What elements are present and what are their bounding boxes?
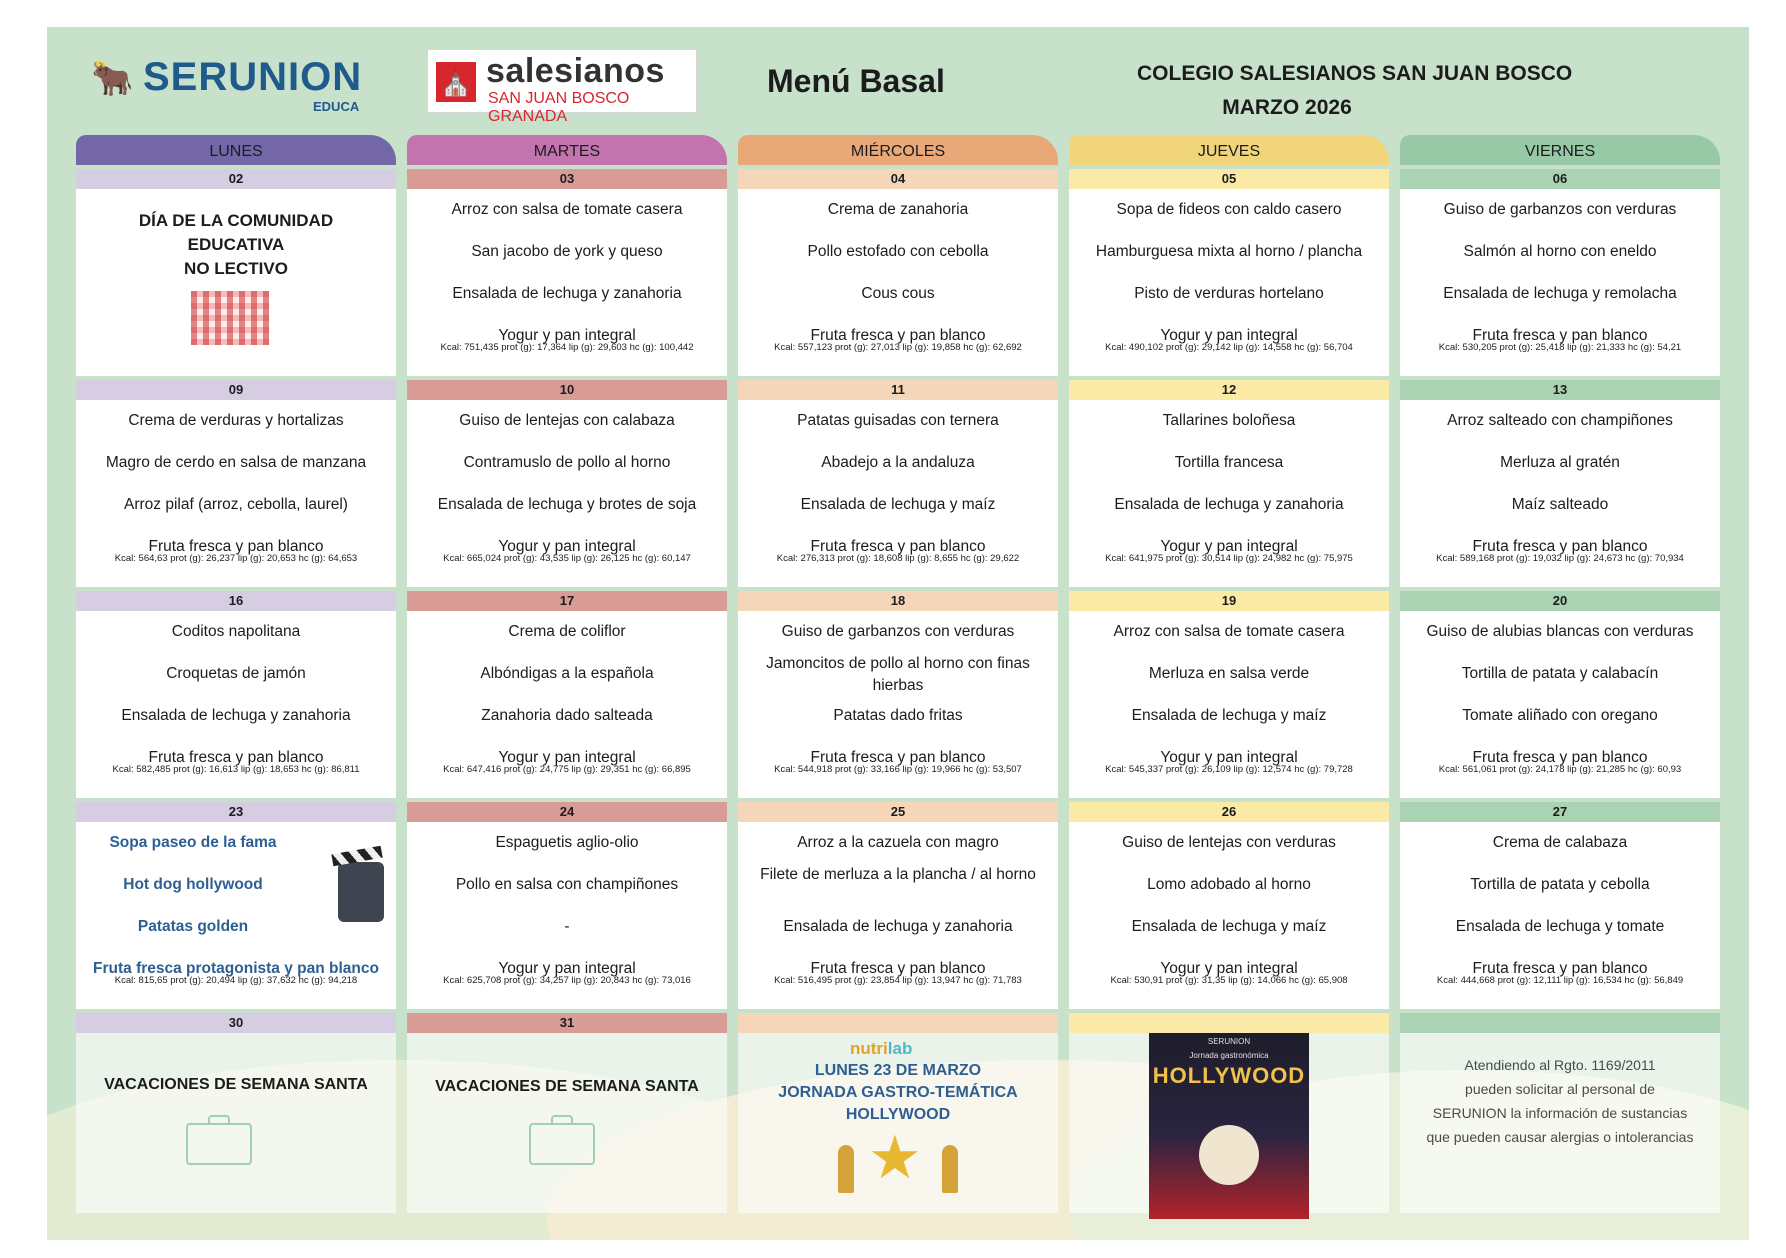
serunion-logo (91, 55, 361, 115)
nutrition-info: Kcal: 815,65 prot (g): 20,494 lip (g): 37,632 hc (g): 94,218 (114, 975, 358, 986)
dish-item: Guiso de garbanzos con verduras (781, 623, 1015, 640)
nutrition-info: Kcal: 276,313 prot (g): 18,608 lip (g): 8,655 hc (g): 29,622 (776, 553, 1020, 564)
nutrition-info: Kcal: 545,337 prot (g): 26,109 lip (g): 12,574 hc (g): 79,728 (1105, 764, 1353, 775)
menu-day-cell (407, 591, 727, 798)
dish-item: Fruta fresca protagonista y pan blanco (93, 960, 379, 977)
dish-item: Cous cous (861, 285, 935, 302)
dish-item: Fruta fresca y pan blanco (1472, 960, 1648, 977)
nutrition-info: Kcal: 530,205 prot (g): 25,418 lip (g): 21,333 hc (g): 54,21 (1438, 342, 1682, 353)
menu-day-cell (1400, 380, 1720, 587)
menu-month: MARZO 2026 (1222, 96, 1352, 119)
dish-item: Ensalada de lechuga y zanahoria (121, 707, 351, 724)
dish-list (76, 400, 396, 566)
day-number: 10 (407, 380, 727, 400)
dish-item: Yogur y pan integral (1160, 960, 1298, 977)
holiday-label: DÍA DE LA COMUNIDAD (138, 211, 334, 230)
poster-brand: SERUNION (1207, 1037, 1251, 1046)
day-number: 23 (76, 802, 396, 822)
dish-list (738, 400, 1058, 566)
allergen-note-line: pueden solicitar al personal de (1465, 1081, 1655, 1097)
menu-day-cell (407, 169, 727, 376)
bull-icon: 🐂 (91, 60, 134, 98)
day-number (738, 1013, 1058, 1033)
suitcase-icon (529, 1123, 595, 1165)
dish-item: Fruta fresca y pan blanco (148, 749, 324, 766)
dish-item: Arroz con salsa de tomate casera (451, 201, 683, 218)
dish-list (1400, 822, 1720, 988)
dish-item: Filete de merluza a la plancha / al horno (760, 866, 1036, 883)
brand-sub: EDUCA (313, 99, 360, 114)
dish-item: Ensalada de lechuga y tomate (1455, 918, 1665, 935)
nutrition-info: Kcal: 641,975 prot (g): 30,514 lip (g): 24,982 hc (g): 75,975 (1105, 553, 1353, 564)
day-number: 18 (738, 591, 1058, 611)
dish-list (76, 822, 396, 988)
dish-item: Patatas guisadas con ternera (797, 412, 999, 429)
dish-list (1400, 611, 1720, 777)
dish-item: Crema de verduras y hortalizas (128, 412, 344, 429)
day-header-martes: MARTES (407, 135, 727, 165)
day-number: 31 (407, 1013, 727, 1033)
dish-item: Tomate aliñado con oregano (1462, 707, 1658, 724)
dish-item: Ensalada de lechuga y maíz (1131, 707, 1327, 724)
dish-item: Ensalada de lechuga y zanahoria (783, 918, 1013, 935)
day-header-viernes: VIERNES (1400, 135, 1720, 165)
dish-item: Espaguetis aglio-olio (495, 834, 639, 851)
dish-item: Fruta fresca y pan blanco (810, 749, 986, 766)
allergen-note (1410, 1053, 1710, 1149)
dish-item: Ensalada de lechuga y brotes de soja (437, 496, 697, 513)
dish-item: Patatas golden (137, 918, 249, 935)
menu-day-cell (1069, 380, 1389, 587)
dish-item: Fruta fresca y pan blanco (148, 538, 324, 555)
dish-item: Ensalada de lechuga y maíz (800, 496, 996, 513)
dish-item: Guiso de lentejas con calabaza (459, 412, 675, 429)
day-number: 20 (1400, 591, 1720, 611)
tablecloth-icon (191, 291, 269, 345)
dish-list (1069, 400, 1389, 566)
nutrition-info: Kcal: 444,668 prot (g): 12,111 lip (g): 16,534 hc (g): 56,849 (1436, 975, 1684, 986)
dish-item: Hamburguesa mixta al horno / plancha (1095, 243, 1363, 260)
menu-day-cell (1400, 169, 1720, 376)
day-number: 11 (738, 380, 1058, 400)
dish-item: Pollo estofado con cebolla (807, 243, 989, 260)
dish-item: Tallarines boloñesa (1162, 412, 1296, 429)
vacation-label: VACACIONES DE SEMANA SANTA (435, 1078, 699, 1095)
oscar-trophy-icon (942, 1145, 958, 1193)
nutrition-info: Kcal: 589,168 prot (g): 19,032 lip (g): 24,673 hc (g): 70,934 (1436, 553, 1684, 564)
vacation-label: VACACIONES DE SEMANA SANTA (104, 1076, 368, 1093)
dish-item: Sopa paseo de la fama (109, 834, 277, 851)
nutrition-info: Kcal: 647,416 prot (g): 24,775 lip (g): 29,351 hc (g): 66,895 (443, 764, 691, 775)
dish-list (407, 822, 727, 988)
day-header-miércoles: MIÉRCOLES (738, 135, 1058, 165)
day-number: 12 (1069, 380, 1389, 400)
nutrition-info: Kcal: 625,708 prot (g): 34,257 lip (g): 20,843 hc (g): 73,016 (443, 975, 691, 986)
dish-item: Abadejo a la andaluza (821, 454, 975, 471)
dish-list (1400, 189, 1720, 355)
menu-day-cell (76, 380, 396, 587)
menu-day-cell (76, 802, 396, 1009)
dish-item: San jacobo de york y queso (471, 243, 663, 260)
last-row-cell (1069, 1013, 1389, 1213)
dish-item: Hot dog hollywood (123, 876, 263, 893)
dish-item: Arroz salteado con champiñones (1447, 412, 1673, 429)
nutrilab-a: nutri (850, 1039, 888, 1058)
day-number: 06 (1400, 169, 1720, 189)
clapperboard-mascot-icon (338, 862, 384, 922)
nutrition-info: Kcal: 582,485 prot (g): 16,613 lip (g): 18,653 hc (g): 86,811 (112, 764, 360, 775)
dish-list (738, 822, 1058, 988)
dish-item: Arroz a la cazuela con magro (797, 834, 999, 851)
dish-item: Yogur y pan integral (1160, 749, 1298, 766)
dish-item: Lomo adobado al horno (1147, 876, 1311, 893)
holiday-label: EDUCATIVA (187, 235, 285, 254)
dish-item: Yogur y pan integral (498, 327, 636, 344)
last-row-cell (1400, 1013, 1720, 1213)
day-number: 16 (76, 591, 396, 611)
menu-title: Menú Basal (767, 63, 945, 99)
day-number: 26 (1069, 802, 1389, 822)
dish-item: Maíz salteado (1511, 496, 1609, 513)
dish-list (407, 611, 727, 777)
dish-item: Crema de calabaza (1492, 834, 1628, 851)
last-row-cell (407, 1013, 727, 1213)
dish-item: Fruta fresca y pan blanco (810, 960, 986, 977)
nutrition-info: Kcal: 530,91 prot (g): 31,35 lip (g): 14,066 hc (g): 65,908 (1110, 975, 1348, 986)
menu-day-cell (738, 591, 1058, 798)
menu-day-cell (1069, 591, 1389, 798)
school-info (1137, 57, 1573, 125)
menu-day-cell (1069, 802, 1389, 1009)
day-number: 30 (76, 1013, 396, 1033)
nutrition-info: Kcal: 665,024 prot (g): 43,535 lip (g): 26,125 hc (g): 60,147 (443, 553, 691, 564)
school-name: COLEGIO SALESIANOS SAN JUAN BOSCO (1137, 62, 1573, 85)
dish-item: Tortilla de patata y calabacín (1461, 665, 1659, 682)
menu-day-cell (738, 169, 1058, 376)
dish-item: Ensalada de lechuga y remolacha (1443, 285, 1677, 302)
dish-list (1400, 400, 1720, 566)
dish-list (76, 611, 396, 777)
dish-item: - (564, 918, 570, 935)
dish-item: Guiso de alubias blancas con verduras (1426, 623, 1694, 640)
day-number: 25 (738, 802, 1058, 822)
menu-day-cell (738, 802, 1058, 1009)
nutrition-info: Kcal: 561,061 prot (g): 24,178 lip (g): 21,285 hc (g): 60,93 (1438, 764, 1682, 775)
dish-item: Fruta fresca y pan blanco (810, 327, 986, 344)
last-row-cell (76, 1013, 396, 1213)
menu-frame (47, 27, 1749, 1240)
menu-day-cell (1069, 169, 1389, 376)
dish-item: Fruta fresca y pan blanco (810, 538, 986, 555)
dish-item: Magro de cerdo en salsa de manzana (105, 454, 367, 471)
dish-item: Pisto de verduras hortelano (1134, 285, 1324, 302)
nutrition-info: Kcal: 564,63 prot (g): 26,237 lip (g): 20,653 hc (g): 64,653 (114, 553, 358, 564)
brand-name: SERUNION (143, 55, 363, 99)
day-number: 05 (1069, 169, 1389, 189)
salesianos-name: salesianos (486, 52, 665, 90)
poster-subtitle: Jornada gastronómica (1189, 1051, 1269, 1060)
last-row-cell (738, 1013, 1058, 1213)
dish-item: Tortilla de patata y cebolla (1470, 876, 1650, 893)
menu-day-cell (407, 802, 727, 1009)
menu-day-cell (76, 169, 396, 376)
nutrilab-logo (850, 1039, 912, 1059)
dish-item: Yogur y pan integral (1160, 327, 1298, 344)
dish-item: Fruta fresca y pan blanco (1472, 538, 1648, 555)
dish-list (1069, 189, 1389, 355)
dish-item: Zanahoria dado salteada (481, 707, 653, 724)
day-number (1069, 1013, 1389, 1033)
event-line: LUNES 23 DE MARZO (814, 1062, 982, 1079)
dish-item: Fruta fresca y pan blanco (1472, 749, 1648, 766)
dish-item: Yogur y pan integral (498, 960, 636, 977)
dish-item: Coditos napolitana (171, 623, 301, 640)
dish-item: Merluza al gratén (1500, 454, 1620, 471)
dish-item: Guiso de lentejas con verduras (1122, 834, 1336, 851)
dish-list (1069, 611, 1389, 777)
dish-item: Crema de zanahoria (827, 201, 969, 218)
day-number: 17 (407, 591, 727, 611)
day-number: 27 (1400, 802, 1720, 822)
nutrition-info: Kcal: 557,123 prot (g): 27,013 lip (g): 19,858 hc (g): 62,692 (774, 342, 1022, 353)
event-line: HOLLYWOOD (845, 1106, 951, 1123)
suitcase-icon (186, 1123, 252, 1165)
dish-item: Arroz con salsa de tomate casera (1113, 623, 1345, 640)
dish-item: Yogur y pan integral (498, 538, 636, 555)
day-number (1400, 1013, 1720, 1033)
salesianos-sub: SAN JUAN BOSCO GRANADA (488, 90, 630, 125)
oscar-trophy-icon (838, 1145, 854, 1193)
menu-day-cell (738, 380, 1058, 587)
dish-item: Fruta fresca y pan blanco (1472, 327, 1648, 344)
header (47, 27, 1749, 137)
dish-item: Albóndigas a la española (480, 665, 654, 682)
holiday-label: NO LECTIVO (184, 259, 288, 278)
menu-day-cell (1400, 591, 1720, 798)
day-number: 19 (1069, 591, 1389, 611)
day-number: 02 (76, 169, 396, 189)
nutrition-info: Kcal: 544,918 prot (g): 33,166 lip (g): 19,966 hc (g): 53,507 (774, 764, 1022, 775)
dish-item: Contramuslo de pollo al horno (463, 454, 671, 471)
dish-item: Merluza en salsa verde (1148, 665, 1310, 682)
menu-day-cell (76, 591, 396, 798)
dish-list (738, 189, 1058, 355)
salesianos-emblem-icon: ⛪ (436, 62, 476, 102)
dish-item: Sopa de fideos con caldo casero (1116, 201, 1342, 218)
day-header-jueves: JUEVES (1069, 135, 1389, 165)
poster-characters-icon (1199, 1125, 1259, 1185)
hollywood-poster (1149, 1033, 1309, 1219)
day-number: 03 (407, 169, 727, 189)
menu-day-cell (1400, 802, 1720, 1009)
event-line: JORNADA GASTRO-TEMÁTICA (778, 1084, 1018, 1101)
dish-item: Patatas dado fritas (833, 707, 963, 724)
day-number: 24 (407, 802, 727, 822)
poster-title: HOLLYWOOD (1152, 1063, 1306, 1088)
star-icon: ★ (868, 1124, 922, 1191)
salesianos-logo (427, 49, 697, 125)
dish-item: Ensalada de lechuga y maíz (1131, 918, 1327, 935)
dish-item: Jamoncitos de pollo al horno con finas hierbas (766, 655, 1030, 694)
dish-item: Pollo en salsa con champiñones (455, 876, 679, 893)
dish-item: Tortilla francesa (1174, 454, 1284, 471)
dish-list (738, 611, 1058, 777)
nutrition-info: Kcal: 751,435 prot (g): 17,364 lip (g): 29,603 hc (g): 100,442 (440, 342, 694, 353)
day-number: 13 (1400, 380, 1720, 400)
menu-day-cell (407, 380, 727, 587)
dish-item: Crema de coliflor (508, 623, 626, 640)
dish-item: Yogur y pan integral (498, 749, 636, 766)
allergen-note-line: SERUNION la información de sustancias (1432, 1105, 1688, 1121)
dish-item: Arroz pilaf (arroz, cebolla, laurel) (124, 496, 348, 513)
dish-list (76, 189, 396, 355)
dish-list (1069, 822, 1389, 988)
nutrilab-b: lab (887, 1039, 913, 1058)
nutrition-info: Kcal: 516,495 prot (g): 23,854 lip (g): 13,947 hc (g): 71,783 (774, 975, 1022, 986)
day-number: 09 (76, 380, 396, 400)
day-number: 04 (738, 169, 1058, 189)
dish-item: Salmón al horno con eneldo (1463, 243, 1657, 260)
dish-item: Yogur y pan integral (1160, 538, 1298, 555)
dish-list (407, 400, 727, 566)
dish-item: Ensalada de lechuga y zanahoria (1114, 496, 1344, 513)
dish-item: Guiso de garbanzos con verduras (1443, 201, 1677, 218)
dish-item: Ensalada de lechuga y zanahoria (452, 285, 682, 302)
nutrition-info: Kcal: 490,102 prot (g): 29,142 lip (g): 14,558 hc (g): 56,704 (1105, 342, 1353, 353)
dish-item: Croquetas de jamón (166, 665, 306, 682)
allergen-note-line: Atendiendo al Rgto. 1169/2011 (1464, 1057, 1656, 1073)
day-header-lunes: LUNES (76, 135, 396, 165)
allergen-note-line: que pueden causar alergias o intolerancias (1426, 1129, 1694, 1145)
dish-list (407, 189, 727, 355)
